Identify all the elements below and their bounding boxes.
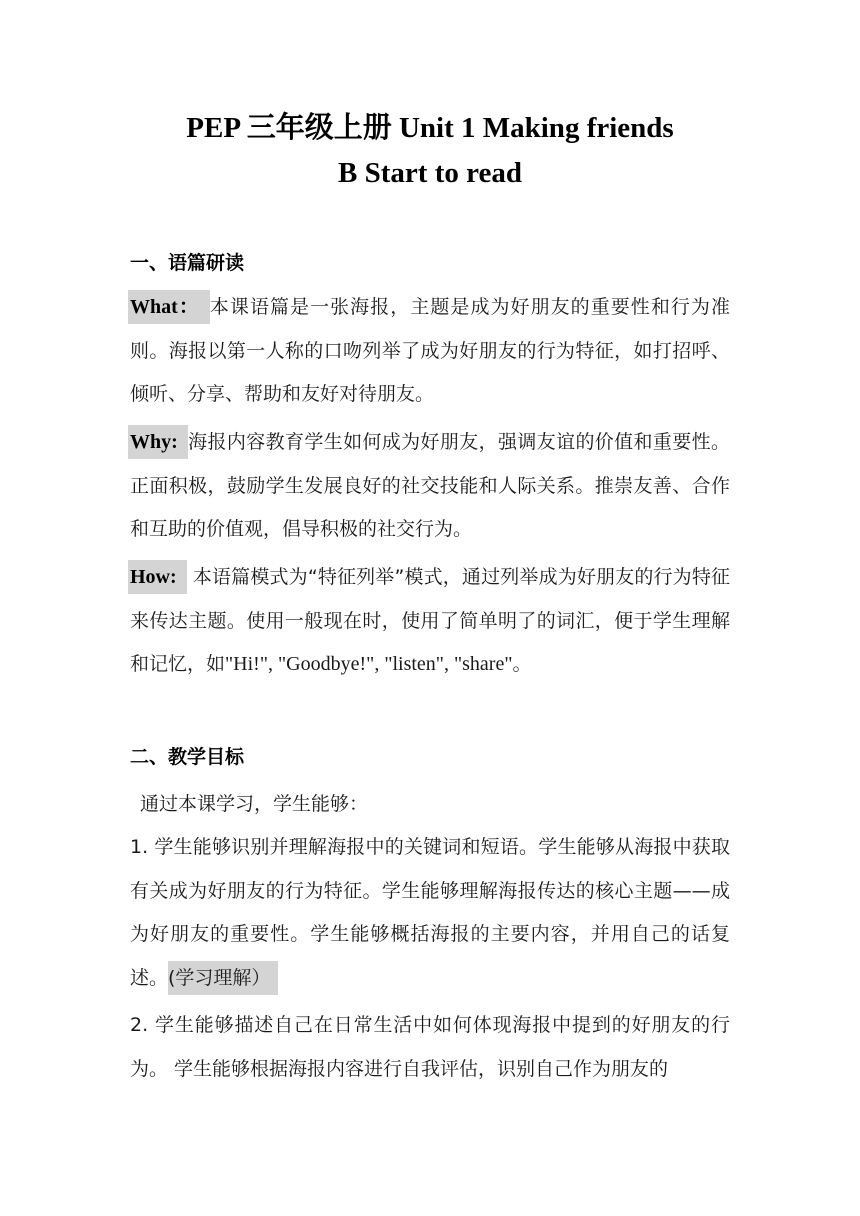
paragraph-why [130,421,730,552]
what-text: 本课语篇是一张海报，主题是成为好朋友的重要性和行为准则。海报以第一人称的口吻列举了成为好朋友的行为特征，如打招呼、倾听、分享、帮助和友好对待朋友。 [130,296,730,405]
goal-item-1 [130,826,730,1000]
goal-1-text: 1. 学生能够识别并理解海报中的关键词和短语。学生能够从海报中获取有关成为好朋友的行为特征。学生能够理解海报传达的核心主题——成为好朋友的重要性。学生能够概括海报的主要内容，并用自己的话复述。 [130,836,730,989]
paragraph-how [130,556,730,687]
how-text: 本语篇模式为“特征列举”模式，通过列举成为好朋友的行为特征来传达主题。使用一般现在时，使用了简单明了的词汇，便于学生理解和记忆，如 [130,566,730,675]
how-label: How: [128,560,187,594]
section-heading-teaching-goals: 二、教学目标 [130,746,245,768]
how-examples: "Hi!", "Goodbye!", "listen", "share" [225,653,513,675]
section-heading-text-analysis: 一、语篇研读 [130,252,245,274]
goals-intro: 通过本课学习，学生能够： [140,793,369,815]
why-text: 海报内容教育学生如何成为好朋友，强调友谊的价值和重要性。正面积极，鼓励学生发展良好的社交技能和人际关系。推崇友善、合作和互助的价值观，倡导积极的社交行为。 [130,431,730,540]
paragraph-what [130,286,730,417]
document-title: PEP 三年级上册 Unit 1 Making friends [186,112,674,144]
goal-1-tag: (学习理解） [168,961,278,995]
goal-item-2 [130,1004,730,1091]
document-subtitle: B Start to read [338,157,522,189]
why-label: Why: [128,425,188,459]
goal-2-text: 2. 学生能够描述自己在日常生活中如何体现海报中提到的好朋友的行为。 学生能够根据海报内容进行自我评估，识别自己作为朋友的 [130,1014,730,1080]
how-end: 。 [512,653,532,675]
what-label: What： [128,290,210,324]
